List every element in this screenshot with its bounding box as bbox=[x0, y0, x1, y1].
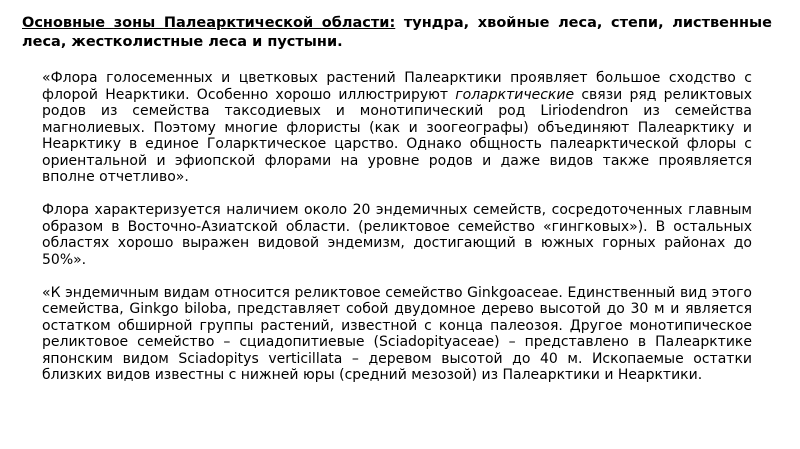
slide-heading bbox=[22, 14, 772, 52]
paragraph-flora-similarity bbox=[42, 70, 752, 186]
heading-rest: тундра, хвойные леса, степи, лиственные леса, жестколистные леса и пустыни. bbox=[22, 15, 772, 50]
slide-body bbox=[42, 70, 752, 400]
paragraph-endemic-families: Флора характеризуется наличием около 20 эндемичных семейств, сосредоточенных главным образом в Восточно-Азиатской области. (реликтовое семейство «гингковых»). В остальных областях хорошо выражен видовой эндемизм, достигающий в южных горных районах до 50%». bbox=[42, 202, 752, 268]
paragraph-1-italic-term: голарктические bbox=[455, 86, 575, 103]
paragraph-1-start: «Флора голосеменных и цветковых растений Палеарктики проявляет большое сходство с флорой Неарктики. Особенно хорошо иллюстрируют bbox=[42, 70, 752, 103]
paragraph-relict-families: «К эндемичным видам относится реликтовое семейство Ginkgoaceae. Единственный вид этого семейства, Ginkgo biloba, представляет собой двудомное дерево высотой до 30 м и является остатком обширной группы растений, известной с конца палеозоя. Другое монотипическое реликтовое семейство – сциадопитиевые (Sciadopityaceae) – представлено в Палеарктике японским видом Sciadopitys verticillata – деревом высотой до 40 м. Ископаемые остатки близких видов известны с нижней юры (средний мезозой) из Палеарктики и Неарктики. bbox=[42, 284, 752, 383]
paragraph-1-end: связи ряд реликтовых родов из семейства таксодиевых и монотипический род Liriodendron из семейства магнолиевых. Поэтому многие флористы (как и зоогеографы) объединяют Палеарктику и Неарктику в единое Голарктическое царство. Однако общность палеарктической флоры с ориентальной и эфиопской флорами на уровне родов и даже видов также проявляется вполне отчетливо». bbox=[42, 86, 752, 185]
heading-lead: Основные зоны Палеарктической области: bbox=[22, 15, 396, 31]
